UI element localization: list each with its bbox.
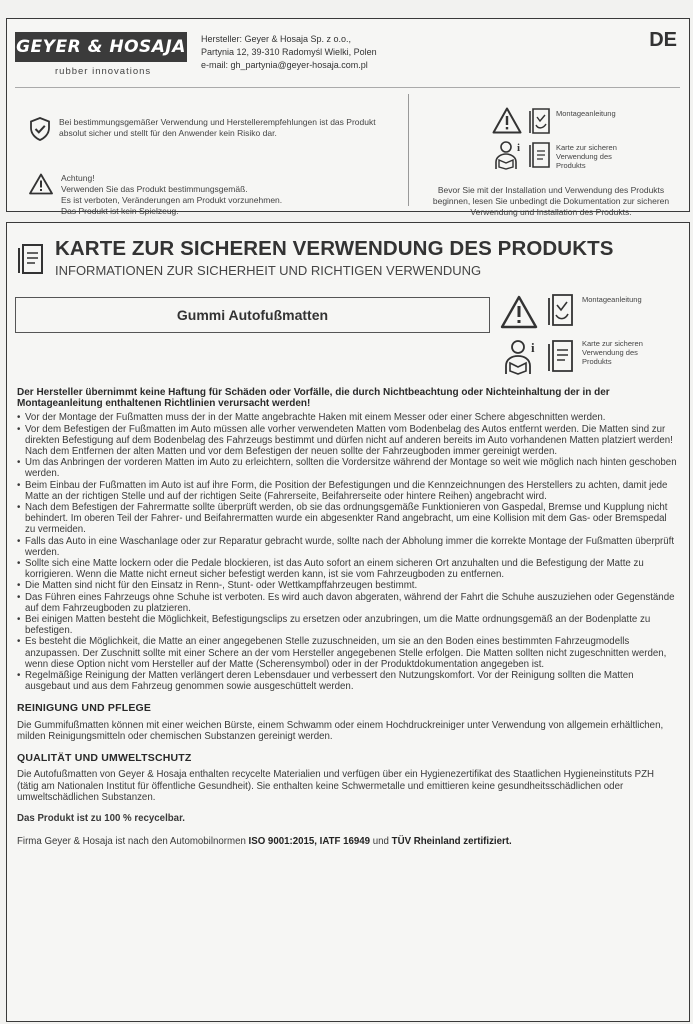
cleaning-text: Die Gummifußmatten können mit einer weichen Bürste, einem Schwamm oder einem Hochdruckreiniger unter Verwendung von allgemein erhältlichen, milden Reinigungsmitteln oder chemischen Substanzen gereinigt werden. <box>17 719 664 742</box>
list-item: • Bei einigen Matten besteht die Möglichkeit, Befestigungsclips zu ersetzen oder anzubringen, um die Matte ordnungsgemäß an der Bodenplatte zu befestigen. <box>17 614 677 636</box>
document-icon <box>17 243 45 275</box>
list-item: • Es besteht die Möglichkeit, die Matte an einer angegebenen Stelle zuzuschneiden, um sie an den Boden eines bestimmten Fahrzeugmodells anzupassen. Der Zuschnitt sollte mit einer Schere an der vom Hersteller angegebenen Stelle erfolgen. Die Matten sollten nicht zugeschnitten werden, wenn diese Option nicht vom Hersteller auf der Matte (Scherensymbol) oder in der Produktdokumentation angegeben ist. <box>17 636 677 670</box>
quality-heading: QUALITÄT UND UMWELTSCHUTZ <box>17 752 192 765</box>
page-subtitle: INFORMATIONEN ZUR SICHERHEIT UND RICHTIGEN VERWENDUNG <box>55 263 482 278</box>
warning-row <box>29 173 396 217</box>
safety-statement: Bei bestimmungsgemäßer Verwendung und Herstellerempfehlungen ist das Produkt absolut sicher und stellt für den Anwender kein Risiko dar. <box>59 117 376 138</box>
page-title: KARTE ZUR SICHEREN VERWENDUNG DES PRODUKTS <box>55 237 614 260</box>
document-body <box>17 387 677 847</box>
svg-text:i: i <box>531 340 535 355</box>
manual-book-icon <box>528 107 552 135</box>
warning-text <box>61 173 396 217</box>
warning-title: Achtung! <box>61 173 95 183</box>
list-item: • Vor dem Befestigen der Fußmatten im Auto müssen alle vorher verwendeten Matten vom Bodenbelag des Autos entfernt werden. Die Matten sind zur direkten Befestigung auf dem Bodenbelag des Fahrzeugs bestimmt und dürfen nicht auf anderen bereits im Auto vorhandenen Matten platziert werden! Nach dem Entfernen der alten Matten und vor dem Befestigen der neuen sollte der Fahrzeugboden immer gereinigt werden. <box>17 424 677 458</box>
card-label: Karte zur sicheren Verwendung des Produkts <box>556 143 617 170</box>
warning-line: Es ist verboten, Veränderungen am Produkt vorzunehmen. <box>61 195 283 205</box>
instruction-list <box>17 412 677 692</box>
safety-card-icon <box>547 339 575 373</box>
safety-card-icon <box>528 141 552 169</box>
manufacturer-info <box>201 33 377 72</box>
reader-info-icon <box>503 339 539 375</box>
manufacturer-card <box>6 18 690 217</box>
list-item: • Falls das Auto in eine Waschanlage oder zur Reparatur gebracht wurde, sollte nach der Abholung immer die korrekte Montage der Fußmatten überprüft werden. <box>17 536 677 558</box>
logo-subtitle: rubber innovations <box>55 66 152 77</box>
manufacturer-address: Partynia 12, 39-310 Radomyśl Wielki, Polen <box>201 47 377 57</box>
certification-statement <box>17 836 677 847</box>
cert-prefix: Firma Geyer & Hosaja ist nach den Automobilnormen <box>17 836 246 848</box>
cert-norms: ISO 9001:2015, IATF 16949 <box>248 836 371 848</box>
list-item: • Das Führen eines Fahrzeugs ohne Schuhe ist verboten. Es wird auch davon abgeraten, während der Fahrt die Schuhe auszuziehen oder Gegenstände auf dem Fahrzeugboden zu platzieren. <box>17 592 677 614</box>
safety-card <box>6 222 690 1022</box>
manufacturer-name: Hersteller: Geyer & Hosaja Sp. z o.o., <box>201 34 352 44</box>
documentation-icons <box>492 107 672 177</box>
safety-statement-row <box>29 117 394 146</box>
card-label: Karte zur sicheren Verwendung des Produkts <box>582 339 643 366</box>
cleaning-heading: REINIGUNG UND PFLEGE <box>17 702 152 715</box>
list-item: • Nach dem Befestigen der Fahrermatte sollte überprüft werden, ob sie das ordnungsgemäße Funktionieren von Gaspedal, Bremse und Kupplung nicht behindert. Im oberen Teil der Fahrer- und Beifahrermatten wurde ein abgesenkter Rand angebracht, um eine Kollision mit dem Gas- oder Bremspedal zu vermeiden. <box>17 502 677 536</box>
svg-text:i: i <box>517 142 521 154</box>
manual-book-icon <box>547 293 575 327</box>
manual-label: Montageanleitung <box>582 295 642 304</box>
manufacturer-email: e-mail: gh_partynia@geyer-hosaja.com.pl <box>201 60 368 70</box>
liability-notice: Der Hersteller übernimmt keine Haftung für Schäden oder Vorfälle, die durch Nichtbeachtung oder Nichteinhaltung der in der Montageanleitung enthaltenen Richtlinien verursacht werden! <box>17 387 610 410</box>
list-item: • Sollte sich eine Matte lockern oder die Pedale blockieren, ist das Auto sofort an einem sicheren Ort anzuhalten und die Befestigung der Matte zu korrigieren. Wenn die Matte nicht erneut sicher befestigt werden kann, ist sie vom Fahrzeugboden zu entfernen. <box>17 558 677 580</box>
warning-triangle-icon <box>500 295 538 329</box>
list-item: • Die Matten sind nicht für den Einsatz in Renn-, Stunt- oder Wettkampffahrzeugen bestimmt. <box>17 580 677 591</box>
divider <box>15 87 680 88</box>
list-item: • Beim Einbau der Fußmatten im Auto ist auf ihre Form, die Position der Befestigungen und die Kennzeichnungen des Herstellers zu achten, damit jede Matte an der richtigen Stelle und auf der richtigen Seite (Fahrerseite, Beifahrerseite oder hintere Reihen) angebracht wird. <box>17 480 677 502</box>
quality-text: Die Autofußmatten von Geyer & Hosaja enthalten recycelte Materialien und verfügen über ein Hygienezertifikat des Staatlichen Hygieneinstituts PZH (tätig am Nationalen Institut für öffentliche Gesundheit). Sie enthalten keine Schwermetalle und emittieren keine gesundheitsschädlichen oder umweltschädlichen Substanzen. <box>17 769 655 803</box>
manual-label: Montageanleitung <box>556 109 616 118</box>
product-name: Gummi Autofußmatten <box>15 297 490 333</box>
language-code: DE <box>649 29 677 51</box>
list-item: • Um das Anbringen der vorderen Matten im Auto zu erleichtern, sollten die Vordersitze während der Montage so weit wie möglich nach hinten geschoben werden. <box>17 457 677 479</box>
documentation-icons-main <box>500 293 685 383</box>
reader-info-icon <box>493 140 523 170</box>
warning-triangle-icon <box>492 107 522 134</box>
warning-line: Verwenden Sie das Produkt bestimmungsgemäß. <box>61 184 248 194</box>
cert-mid: und <box>372 836 389 848</box>
list-item: • Regelmäßige Reinigung der Matten verlängert deren Lebensdauer und verbessert den Nutzungskomfort. Vor der Reinigung sollten die Matten ausgebaut und aus dem Fahrzeug genommen sowie ausgeschüttelt werden. <box>17 670 677 692</box>
cert-body: TÜV Rheinland zertifiziert. <box>391 836 512 848</box>
recyclable-statement: Das Produkt ist zu 100 % recycelbar. <box>17 812 185 824</box>
list-item: • Vor der Montage der Fußmatten muss der in der Matte angebrachte Haken mit einem Messer oder einer Schere abgeschnitten werden. <box>17 412 677 423</box>
read-documentation-note: Bevor Sie mit der Installation und Verwendung des Produkts beginnen, lesen Sie unbedingt die Dokumentation zur sicheren Verwendung und Installation des Produkts. <box>432 185 670 217</box>
vertical-divider <box>408 94 409 206</box>
warning-icon <box>29 173 53 200</box>
warning-line: Das Produkt ist kein Spielzeug. <box>61 206 179 216</box>
company-logo: GEYER & HOSAJA <box>15 32 187 62</box>
shield-check-icon <box>29 117 51 146</box>
